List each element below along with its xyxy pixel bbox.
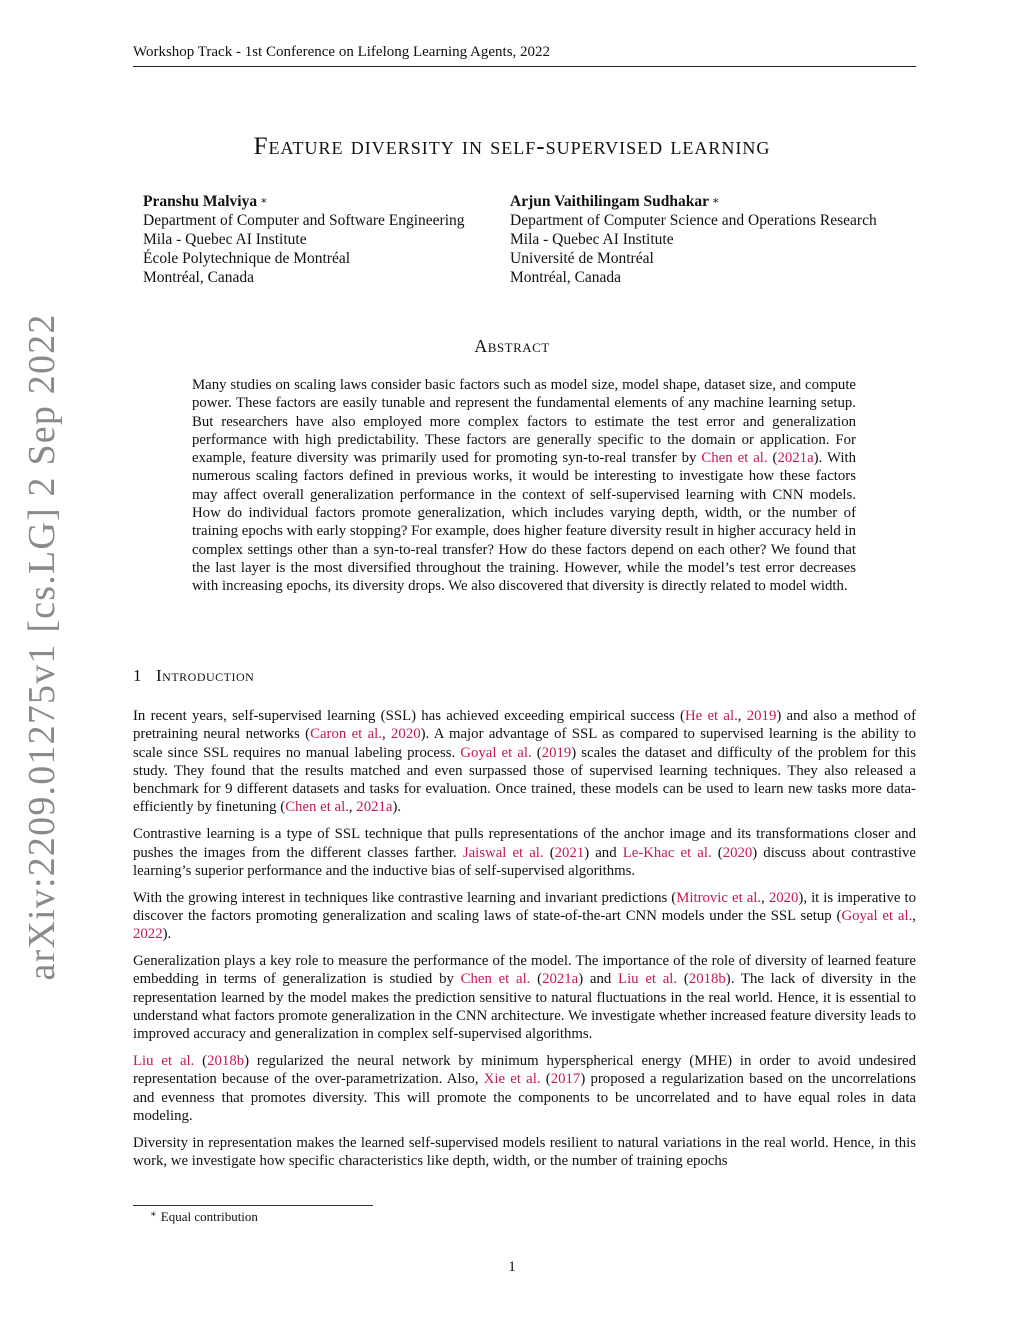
- citation-year-link[interactable]: 2017: [550, 1071, 581, 1088]
- text-run: Generalization plays a key role to measure the performance of the model. The importance of the role of diversity of learned feature embedding in terms of generalization is studied by: [133, 953, 916, 988]
- arxiv-identifier-stamp: arXiv:2209.01275v1 [cs.LG] 2 Sep 2022: [21, 313, 63, 981]
- author-affiliation-line: Montréal, Canada: [510, 269, 622, 286]
- text-run: and: [589, 844, 623, 861]
- abstract-text: Many studies on scaling laws consider basic factors such as model size, model shape, dataset size, and compute power. These factors are easily tunable and represent the fundamental elements of any machine learning setup. But researchers have also employed more complex factors to estimate the test error and generalization performance with high predictability. These factors are generally specific to the domain or application. For example, feature diversity was primarily used for promoting syn-to-real transfer by Chen et al. (2021a). With numerous scaling factors defined in previous works, it would be interesting to investigate how these factors may affect overall generalization performance in the context of self-supervised learning with CNN models. How do individual factors promote generalization, which includes varying depth, width, or the number of training epochs with early stopping? For example, does higher feature diversity result in higher accuracy held in complex settings other than a syn-to-real transfer? How do these factors depend on each other? We found that the last layer is the most diversified throughout the training. However, while the model’s test error decreases with increasing epochs, its diversity drops. We also discovered that diversity is directly related to model width.: [192, 377, 856, 595]
- citation-year-link[interactable]: 2018b: [688, 971, 726, 988]
- author-footnote-mark: ∗: [712, 195, 720, 207]
- section-title: Introduction: [156, 666, 255, 685]
- citation-year-link[interactable]: 2018b: [207, 1053, 245, 1070]
- text-run: ).: [392, 799, 402, 816]
- text-run: Diversity in representation makes the learned self-supervised models resilient to natural variations in the real world. Hence, in this work, we investigate how specific characteristics like depth, width, or the number of training epochs: [133, 1134, 916, 1170]
- section-body: [133, 707, 916, 1179]
- footnote-mark: ∗: [150, 1209, 157, 1220]
- citation-year-link[interactable]: 2021a: [542, 971, 579, 988]
- citation-year-link[interactable]: 2021: [554, 844, 585, 861]
- text-run: proposed a regularization based on the uncorrelations and evenness that promotes diversity. This will promote the components to be uncorrelated and to have equal roles in data modeling.: [133, 1071, 916, 1124]
- text-run: regularized the neural network by minimum hyperspherical energy (MHE) in order to avoid undesired representation because of the over-parametrization. Also,: [133, 1053, 916, 1088]
- author-footnote-mark: ∗: [260, 195, 268, 207]
- text-run: With the growing interest in techniques like contrastive learning and invariant predictions (: [133, 889, 677, 906]
- citation-link[interactable]: Chen et al.: [285, 799, 349, 816]
- paper-title: Feature diversity in self-supervised learning: [253, 133, 771, 160]
- footnote-divider: [133, 1205, 373, 1206]
- citation-link[interactable]: Xie et al.: [483, 1071, 541, 1088]
- paragraph: [133, 1134, 916, 1171]
- footnote-text: Equal contribution: [160, 1209, 258, 1224]
- author-affiliation-line: Mila - Quebec AI Institute: [510, 231, 674, 248]
- citation-year-link[interactable]: 2019: [746, 708, 777, 724]
- page-number: 1: [508, 1259, 516, 1275]
- running-head: Workshop Track - 1st Conference on Lifelong Learning Agents, 2022: [133, 44, 916, 67]
- citation-year-link[interactable]: 2021a: [777, 450, 814, 467]
- author-affiliation-line: Montréal, Canada: [143, 269, 255, 286]
- author-affiliation-line: Université de Montréal: [510, 250, 654, 267]
- author-affiliation-line: Mila - Quebec AI Institute: [143, 231, 307, 248]
- citation-link[interactable]: Mitrovic et al.: [676, 889, 762, 906]
- citation-link[interactable]: Chen et al.: [701, 450, 768, 467]
- paragraph: In recent years, self-supervised learning (SSL) has achieved exceeding empirical success (He et al., 2019) and also a method of pretraining neural networks (Caron et al., 2020). A major advantage of SSL as compared to supervised learning is the ability to scale since SSL requires no manual labeling process. Goyal et al. (2019) scales the dataset and difficulty of the problem for this study. They found that the results matched and even surpassed those of supervised learning techniques. They also released a benchmark for 9 different datasets and tasks for evaluation. Once trained, these models can be used to learn new tasks more data-efficiently by finetuning (Chen et al., 2021a).: [133, 708, 916, 816]
- citation-year-link[interactable]: 2021a: [356, 799, 393, 816]
- author-name: Pranshu Malviya: [143, 193, 258, 210]
- author-block-2: [510, 192, 920, 287]
- paragraph: Liu et al. (2018b) regularized the neural network by minimum hyperspherical energy (MHE) in order to avoid undesired representation because of the over-parametrization. Also, Xie et al. (2017) proposed a regularization based on the uncorrelations and evenness that promotes diversity. This will promote the components to be uncorrelated and to have equal roles in data modeling.: [133, 1053, 916, 1124]
- citation-link[interactable]: Liu et al.: [133, 1053, 195, 1070]
- abstract-heading: Abstract: [474, 336, 550, 356]
- section-heading: [133, 666, 254, 686]
- citation-year-link[interactable]: 2020: [768, 889, 799, 906]
- citation-link[interactable]: Goyal et al.: [460, 744, 532, 761]
- text-run: ). A major advantage of SSL as compared to supervised learning is the ability to scale since SSL requires no manual labeling process.: [133, 726, 916, 761]
- text-run: ) and also a method of pretraining neural networks (: [133, 708, 916, 743]
- text-run: and: [583, 971, 619, 988]
- text-run: Contrastive learning is a type of SSL technique that pulls representations of the anchor image and its transformations closer and pushes the images from the different classes farther.: [133, 826, 916, 861]
- section-number: 1: [133, 666, 142, 685]
- citation-link[interactable]: Jaiswal et al.: [462, 844, 544, 861]
- citation-link[interactable]: Le-Khac et al.: [622, 844, 712, 861]
- text-run: In recent years, self-supervised learning (SSL) has achieved exceeding empirical success (: [133, 708, 685, 724]
- citation-year-link[interactable]: 2020: [391, 726, 421, 743]
- citation-year-link[interactable]: 2020: [722, 844, 753, 861]
- paragraph: Contrastive learning is a type of SSL technique that pulls representations of the anchor image and its transformations closer and pushes the images from the different classes farther. Jaiswal et al. (2021) and Le-Khac et al. (2020) discuss about contrastive learning’s superior performance and the inductive bias of self-supervised algorithms.: [133, 826, 917, 879]
- citation-link[interactable]: Chen et al.: [460, 971, 531, 988]
- citation-link[interactable]: Goyal et al.: [841, 907, 913, 924]
- paragraph: With the growing interest in techniques like contrastive learning and invariant predictions (Mitrovic et al., 2020), it is imperative to discover the factors promoting generalization and scaling laws of state-of-the-art CNN models under the SSL setup (Goyal et al., 2022).: [133, 889, 917, 943]
- author-affiliation-line: École Polytechnique de Montréal: [143, 250, 351, 267]
- citation-link[interactable]: He et al.: [684, 708, 738, 724]
- text-run: . With numerous scaling factors defined in previous works, it would be interesting to investigate how these factors may affect overall generalization performance in the context of self-supervised learning with CNN models. How do individual factors promote generalization, which includes varying depth, width, or the number of training epochs with early stopping? For example, does higher feature diversity result in higher accuracy held in complex settings other than a syn-to-real transfer? How do these factors depend on each other? We found that the last layer is the most diversified throughout the training. However, while the model’s test error decreases with increasing epochs, its diversity drops. We also discovered that diversity is directly related to model width.: [192, 450, 856, 595]
- text-run: scales the dataset and difficulty of the problem for this study. They found that the results matched and even surpassed those of supervised learning techniques. They also released a benchmark for 9 different datasets and tasks for evaluation. Once trained, these models can be used to learn new tasks more data-efficiently by finetuning (: [133, 744, 916, 816]
- author-affiliation-line: Department of Computer and Software Engineering: [143, 212, 465, 229]
- text-run: ).: [162, 926, 172, 943]
- author-affiliation-line: Department of Computer Science and Operations Research: [510, 212, 877, 229]
- text-run: . The lack of diversity in the representation learned by the model makes the prediction sensitive to natural fluctuations in the real world. Hence, it is essential to understand what factors promote generalization in the CNN architecture. We investigate whether increased feature diversity leads to improved accuracy and generalization in complex self-supervised algorithms.: [133, 971, 916, 1043]
- text-run: discuss about contrastive learning’s superior performance and the inductive bias of self-supervised algorithms.: [133, 844, 917, 879]
- citation-link[interactable]: Liu et al.: [618, 971, 678, 988]
- text-run: Many studies on scaling laws consider basic factors such as model size, model shape, dataset size, and compute power. These factors are easily tunable and represent the fundamental elements of any machine learning setup. But researchers have also employed more complex factors to estimate the test error and generalization performance with high predictability. These factors are generally specific to the domain or application. For example, feature diversity was primarily used for promoting syn-to-real transfer by: [192, 377, 856, 467]
- citation-year-link[interactable]: 2022: [133, 926, 163, 943]
- author-block-1: [143, 192, 503, 287]
- author-name: Arjun Vaithilingam Sudhakar: [510, 193, 709, 210]
- text-run: ), it is imperative to discover the factors promoting generalization and scaling laws of state-of-the-art CNN models under the SSL setup (: [133, 889, 917, 924]
- citation-year-link[interactable]: 2019: [541, 744, 572, 761]
- paragraph: Generalization plays a key role to measure the performance of the model. The importance of the role of diversity of learned feature embedding in terms of generalization is studied by Chen et al. (2021a) and Liu et al. (2018b). The lack of diversity in the representation learned by the model makes the prediction sensitive to natural fluctuations in the real world. Hence, it is essential to understand what factors promote generalization in the CNN architecture. We investigate whether increased feature diversity leads to improved accuracy and generalization in complex self-supervised algorithms.: [133, 953, 916, 1043]
- footnote: [150, 1209, 258, 1225]
- citation-link[interactable]: Caron et al.: [310, 726, 382, 743]
